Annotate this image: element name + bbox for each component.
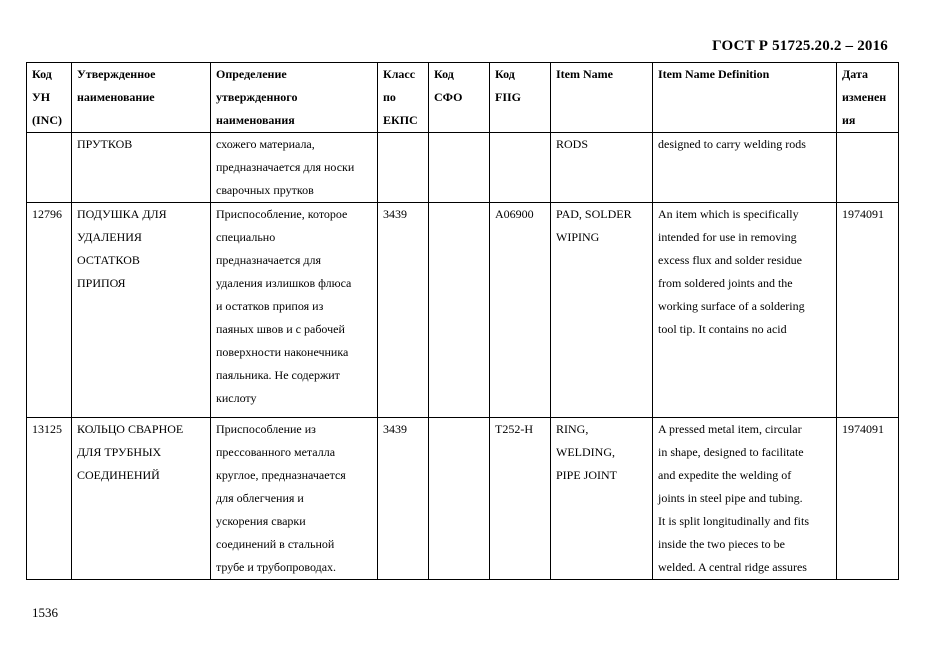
cell-text-line: наименование — [77, 90, 155, 104]
cell-text-line: Дата — [842, 67, 868, 81]
cell-text-line: наименования — [216, 113, 295, 127]
cell-item-name-definition — [653, 203, 837, 418]
cell-text-line: ОСТАТКОВ — [77, 253, 140, 267]
cell-text-line: 3439 — [383, 422, 407, 436]
cell-text-line: Item Name — [556, 67, 613, 81]
cell-approved-name — [72, 203, 211, 418]
cell-fiig-code — [490, 203, 551, 418]
cell-item-name-definition — [653, 418, 837, 580]
cell-inc — [27, 418, 72, 580]
cell-text-line: A06900 — [495, 207, 534, 221]
cell-text-line: круглое, предназначается — [216, 468, 346, 482]
cell-text-line: ДЛЯ ТРУБНЫХ — [77, 445, 162, 459]
cell-text-line: T252-H — [495, 422, 533, 436]
cell-change-date — [837, 133, 899, 203]
cell-text-line: и остатков припоя из — [216, 299, 324, 313]
cell-fiig-code — [490, 418, 551, 580]
cell-text-line: предназначается для — [216, 253, 321, 267]
header-item-name — [551, 63, 653, 133]
document-title: ГОСТ Р 51725.20.2 – 2016 — [712, 38, 888, 54]
cell-text-line: An item which is specifically — [658, 207, 799, 221]
cell-text-line: RING, — [556, 422, 589, 436]
cell-change-date — [837, 418, 899, 580]
cell-text-line: КОЛЬЦО СВАРНОЕ — [77, 422, 184, 436]
cell-text-line: Приспособление из — [216, 422, 316, 436]
cell-text-line: специально — [216, 230, 276, 244]
cell-text-line: from soldered joints and the — [658, 276, 793, 290]
cell-text-line: It is split longitudinally and fits — [658, 514, 809, 528]
table-row — [27, 418, 899, 580]
cell-text-line: СФО — [434, 90, 463, 104]
cell-text-line: предназначается для носки — [216, 160, 355, 174]
cell-text-line: inside the two pieces to be — [658, 537, 785, 551]
cell-text-line: PAD, SOLDER — [556, 207, 632, 221]
cell-ekps-class — [378, 133, 429, 203]
cell-text-line: ПРУТКОВ — [77, 137, 133, 151]
header-definition — [211, 63, 378, 133]
header-fiig-code — [490, 63, 551, 133]
cell-approved-name — [72, 133, 211, 203]
cell-ekps-class — [378, 203, 429, 418]
table-header-row — [27, 63, 899, 133]
cell-text-line: Определение — [216, 67, 287, 81]
cell-text-line: welded. A central ridge assures — [658, 560, 807, 574]
header-change-date — [837, 63, 899, 133]
cell-text-line: Приспособление, которое — [216, 207, 348, 221]
cell-text-line: удаления излишков флюса — [216, 276, 352, 290]
cell-text-line: 1974091 — [842, 207, 884, 221]
cell-text-line: Класс — [383, 67, 416, 81]
cell-ekps-class — [378, 418, 429, 580]
cell-text-line: in shape, designed to facilitate — [658, 445, 804, 459]
header-sfo-code — [429, 63, 490, 133]
cell-text-line: and expedite the welding of — [658, 468, 792, 482]
cell-text-line: поверхности наконечника — [216, 345, 349, 359]
cell-item-name-definition — [653, 133, 837, 203]
cell-text-line: Код — [434, 67, 454, 81]
cell-text-line: соединений в стальной — [216, 537, 335, 551]
cell-text-line: УДАЛЕНИЯ — [77, 230, 142, 244]
cell-text-line: кислоту — [216, 391, 257, 405]
cell-text-line: ускорения сварки — [216, 514, 306, 528]
cell-sfo-code — [429, 203, 490, 418]
cell-text-line: WELDING, — [556, 445, 615, 459]
header-item-name-definition — [653, 63, 837, 133]
cell-text-line: сварочных прутков — [216, 183, 314, 197]
cell-text-line: A pressed metal item, circular — [658, 422, 802, 436]
cell-text-line: working surface of a soldering — [658, 299, 805, 313]
cell-text-line: tool tip. It contains no acid — [658, 322, 787, 336]
table-row — [27, 133, 899, 203]
cell-text-line: паяльника. Не содержит — [216, 368, 340, 382]
cell-definition — [211, 418, 378, 580]
cell-text-line: excess flux and solder residue — [658, 253, 802, 267]
cell-text-line: intended for use in removing — [658, 230, 797, 244]
cell-text-line: прессованного металла — [216, 445, 336, 459]
cell-text-line: ПРИПОЯ — [77, 276, 126, 290]
cell-text-line: Item Name Definition — [658, 67, 770, 81]
cell-text-line: WIPING — [556, 230, 600, 244]
table-row — [27, 203, 899, 418]
cell-text-line: Утвержденное — [77, 67, 156, 81]
cell-text-line: RODS — [556, 137, 589, 151]
header-ekps-class — [378, 63, 429, 133]
cell-text-line: трубе и трубопроводах. — [216, 560, 337, 574]
cell-inc — [27, 203, 72, 418]
cell-item-name — [551, 203, 653, 418]
cell-text-line: 13125 — [32, 422, 62, 436]
cell-text-line: 1974091 — [842, 422, 884, 436]
cell-text-line: (INC) — [32, 113, 62, 127]
cell-item-name — [551, 133, 653, 203]
cell-text-line: по — [383, 90, 396, 104]
cell-inc — [27, 133, 72, 203]
cell-text-line: joints in steel pipe and tubing. — [658, 491, 803, 505]
cell-text-line: изменен — [842, 90, 887, 104]
cell-text-line: ПОДУШКА ДЛЯ — [77, 207, 167, 221]
cell-change-date — [837, 203, 899, 418]
cell-definition — [211, 133, 378, 203]
page-number: 1536 — [32, 605, 58, 620]
cell-text-line: Код — [32, 67, 52, 81]
cell-item-name — [551, 418, 653, 580]
cell-text-line: FIIG — [495, 90, 522, 104]
cell-definition — [211, 203, 378, 418]
cell-text-line: схожего материала, — [216, 137, 315, 151]
cell-sfo-code — [429, 133, 490, 203]
cell-text-line: УН — [32, 90, 51, 104]
cell-text-line: утвержденного — [216, 90, 298, 104]
cell-text-line: designed to carry welding rods — [658, 137, 806, 151]
cell-text-line: 3439 — [383, 207, 407, 221]
cell-text-line: ия — [842, 113, 856, 127]
cell-text-line: PIPE JOINT — [556, 468, 618, 482]
cell-fiig-code — [490, 133, 551, 203]
header-approved-name — [72, 63, 211, 133]
cell-text-line: Код — [495, 67, 515, 81]
cell-text-line: ЕКПС — [383, 113, 418, 127]
cell-sfo-code — [429, 418, 490, 580]
cell-text-line: СОЕДИНЕНИЙ — [77, 468, 160, 482]
catalog-table — [26, 62, 899, 580]
cell-text-line: паяных швов и с рабочей — [216, 322, 345, 336]
cell-text-line: 12796 — [32, 207, 62, 221]
cell-text-line: для облегчения и — [216, 491, 304, 505]
cell-approved-name — [72, 418, 211, 580]
header-inc — [27, 63, 72, 133]
